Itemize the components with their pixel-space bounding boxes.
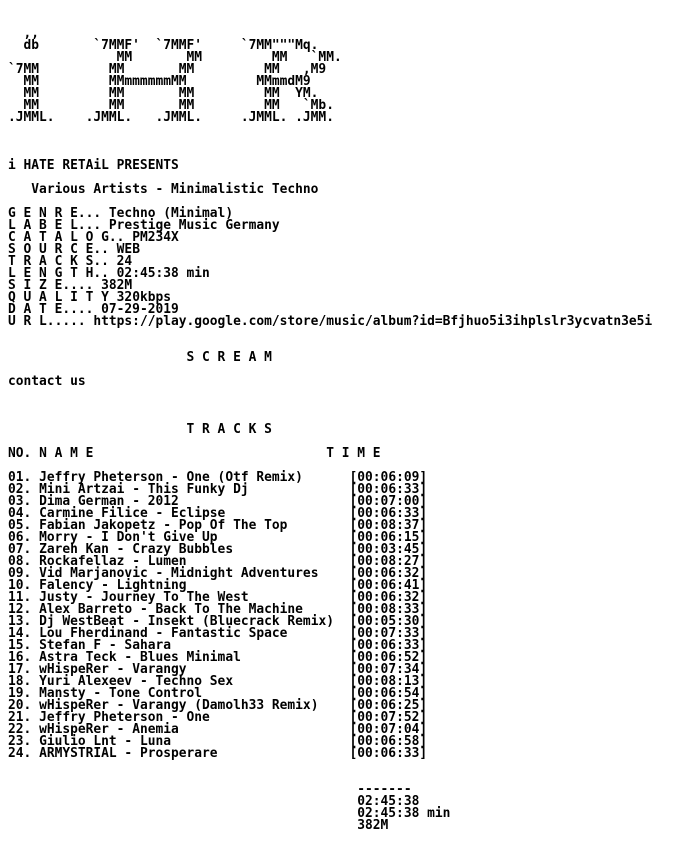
ascii-logo-line: .JMML. .JMML. .JMML. .JMML. .JMM. bbox=[8, 110, 334, 125]
track-time: [00:06:33] bbox=[349, 506, 428, 521]
info-label: L A B E L... bbox=[8, 218, 102, 233]
track-time: [00:07:52] bbox=[349, 710, 428, 725]
track-name: Lou Fherdinand - Fantastic Space bbox=[39, 626, 288, 641]
track-number: 07. bbox=[8, 542, 32, 557]
info-value: PM234X bbox=[132, 230, 179, 245]
track-number: 15. bbox=[8, 638, 32, 653]
info-value: WEB bbox=[116, 242, 140, 257]
track-time: [00:03:45] bbox=[349, 542, 428, 557]
info-value: 02:45:38 min bbox=[116, 266, 210, 281]
track-number: 06. bbox=[8, 530, 32, 545]
summary-total-time: 02:45:38 bbox=[357, 794, 420, 809]
track-time: [00:06:32] bbox=[349, 566, 428, 581]
track-number: 16. bbox=[8, 650, 32, 665]
ascii-logo-line: db `7MMF' `7MMF' `7MM"""Mq. bbox=[8, 38, 334, 53]
track-number: 10. bbox=[8, 578, 32, 593]
nfo-document bbox=[8, 28, 652, 832]
summary-rule: ------- bbox=[357, 782, 412, 797]
track-time: [00:06:33] bbox=[349, 482, 428, 497]
track-number: 24. bbox=[8, 746, 32, 761]
tracks-heading: T R A C K S bbox=[186, 422, 272, 437]
info-value: 382M bbox=[101, 278, 133, 293]
track-time: [00:08:37] bbox=[349, 518, 428, 533]
info-label: S I Z E.... bbox=[8, 278, 94, 293]
track-number: 08. bbox=[8, 554, 32, 569]
track-time: [00:05:30] bbox=[349, 614, 428, 629]
track-number: 11. bbox=[8, 590, 32, 605]
summary-total-size: 382M bbox=[357, 818, 389, 833]
ascii-logo-line: MM MM MM `MM. bbox=[8, 50, 350, 65]
track-time: [00:06:54] bbox=[349, 686, 428, 701]
presents-line: i HATE RETAiL PRESENTS bbox=[8, 158, 179, 173]
track-name: Yuri Alexeev - Techno Sex bbox=[39, 674, 234, 689]
track-number: 09. bbox=[8, 566, 32, 581]
track-time: [00:06:09] bbox=[349, 470, 428, 485]
track-name: Mansty - Tone Control bbox=[39, 686, 203, 701]
track-number: 01. bbox=[8, 470, 32, 485]
track-time: [00:07:04] bbox=[349, 722, 428, 737]
column-header-time: T I M E bbox=[326, 446, 381, 461]
track-time: [00:06:33] bbox=[349, 638, 428, 653]
info-value: Techno (Minimal) bbox=[108, 206, 234, 221]
track-name: wHispeRer - Anemia bbox=[39, 722, 179, 737]
track-name: Fabian Jakopetz - Pop Of The Top bbox=[39, 518, 288, 533]
info-value: 320kbps bbox=[116, 290, 171, 305]
track-name: ARMYSTRIAL - Prosperare bbox=[39, 746, 218, 761]
info-label: G E N R E... bbox=[8, 206, 102, 221]
track-time: [00:06:15] bbox=[349, 530, 428, 545]
track-name: Stefan F - Sahara bbox=[39, 638, 171, 653]
track-name: Carmine Filice - Eclipse bbox=[39, 506, 226, 521]
summary-total-length: 02:45:38 min bbox=[357, 806, 451, 821]
info-value: 24 bbox=[116, 254, 133, 269]
track-time: [00:07:34] bbox=[349, 662, 428, 677]
track-name: wHispeRer - Varangy (Damolh33 Remix) bbox=[39, 698, 319, 713]
track-number: 05. bbox=[8, 518, 32, 533]
track-name: Dima German - 2012 bbox=[39, 494, 179, 509]
info-label: S O U R C E.. bbox=[8, 242, 109, 257]
track-name: wHispeRer - Varangy bbox=[39, 662, 187, 677]
ascii-logo-line: MM MM MM MM `Mb. bbox=[8, 98, 342, 113]
track-name: Dj WestBeat - Insekt (Bluecrack Remix) bbox=[39, 614, 334, 629]
track-time: [00:07:00] bbox=[349, 494, 428, 509]
track-time: [00:06:33] bbox=[349, 746, 428, 761]
info-value: Prestige Music Germany bbox=[108, 218, 280, 233]
track-number: 14. bbox=[8, 626, 32, 641]
info-value: https://play.google.com/store/music/album?id=Bfjhuo5i3ihplslr3ycvatn3e5i bbox=[93, 314, 653, 329]
info-label: U R L..... bbox=[8, 314, 86, 329]
track-name: Astra Teck - Blues Minimal bbox=[39, 650, 241, 665]
track-name: Jeffry Pheterson - One bbox=[39, 710, 210, 725]
track-number: 22. bbox=[8, 722, 32, 737]
track-name: Falency - Lightning bbox=[39, 578, 187, 593]
track-time: [00:08:13] bbox=[349, 674, 428, 689]
info-label: Q U A L I T Y bbox=[8, 290, 109, 305]
track-time: [00:08:27] bbox=[349, 554, 428, 569]
track-number: 23. bbox=[8, 734, 32, 749]
info-label: L E N G T H.. bbox=[8, 266, 109, 281]
track-time: [00:06:52] bbox=[349, 650, 428, 665]
track-name: Rockafellaz - Lumen bbox=[39, 554, 187, 569]
ascii-logo-line: MM MM MM MM YM. bbox=[8, 86, 342, 101]
track-number: 20. bbox=[8, 698, 32, 713]
track-number: 21. bbox=[8, 710, 32, 725]
track-number: 04. bbox=[8, 506, 32, 521]
track-number: 17. bbox=[8, 662, 32, 677]
track-time: [00:08:33] bbox=[349, 602, 428, 617]
info-label: D A T E.... bbox=[8, 302, 94, 317]
track-number: 02. bbox=[8, 482, 32, 497]
ascii-logo-line: `7MM MM MM MM ,M9 bbox=[8, 62, 342, 77]
column-header-name: N A M E bbox=[39, 446, 94, 461]
track-time: [00:07:33] bbox=[349, 626, 428, 641]
track-name: Alex Barreto - Back To The Machine bbox=[39, 602, 303, 617]
track-time: [00:06:25] bbox=[349, 698, 428, 713]
info-label: C A T A L O G.. bbox=[8, 230, 125, 245]
track-number: 18. bbox=[8, 674, 32, 689]
track-number: 19. bbox=[8, 686, 32, 701]
track-name: Mini Artzai - This Funky Dj bbox=[39, 482, 249, 497]
release-title: Various Artists - Minimalistic Techno bbox=[31, 182, 319, 197]
column-header-no: NO. bbox=[8, 446, 32, 461]
track-name: Jeffry Pheterson - One (Otf Remix) bbox=[39, 470, 303, 485]
track-time: [00:06:41] bbox=[349, 578, 428, 593]
track-number: 03. bbox=[8, 494, 32, 509]
track-number: 12. bbox=[8, 602, 32, 617]
track-name: Giulio Lnt - Luna bbox=[39, 734, 171, 749]
info-value: 07-29-2019 bbox=[101, 302, 179, 317]
ascii-logo-line: ,, bbox=[8, 26, 334, 41]
track-time: [00:06:58] bbox=[349, 734, 428, 749]
track-time: [00:06:32] bbox=[349, 590, 428, 605]
info-label: T R A C K S.. bbox=[8, 254, 109, 269]
scream-heading: S C R E A M bbox=[186, 350, 272, 365]
contact-line: contact us bbox=[8, 374, 86, 389]
track-number: 13. bbox=[8, 614, 32, 629]
ascii-logo-line: MM MMmmmmmmMM MMmmdM9 bbox=[8, 74, 334, 89]
track-name: Morry - I Don't Give Up bbox=[39, 530, 218, 545]
track-name: Justy - Journey To The West bbox=[39, 590, 249, 605]
track-name: Zareh Kan - Crazy Bubbles bbox=[39, 542, 234, 557]
track-name: Vid Marjanovic - Midnight Adventures bbox=[39, 566, 319, 581]
